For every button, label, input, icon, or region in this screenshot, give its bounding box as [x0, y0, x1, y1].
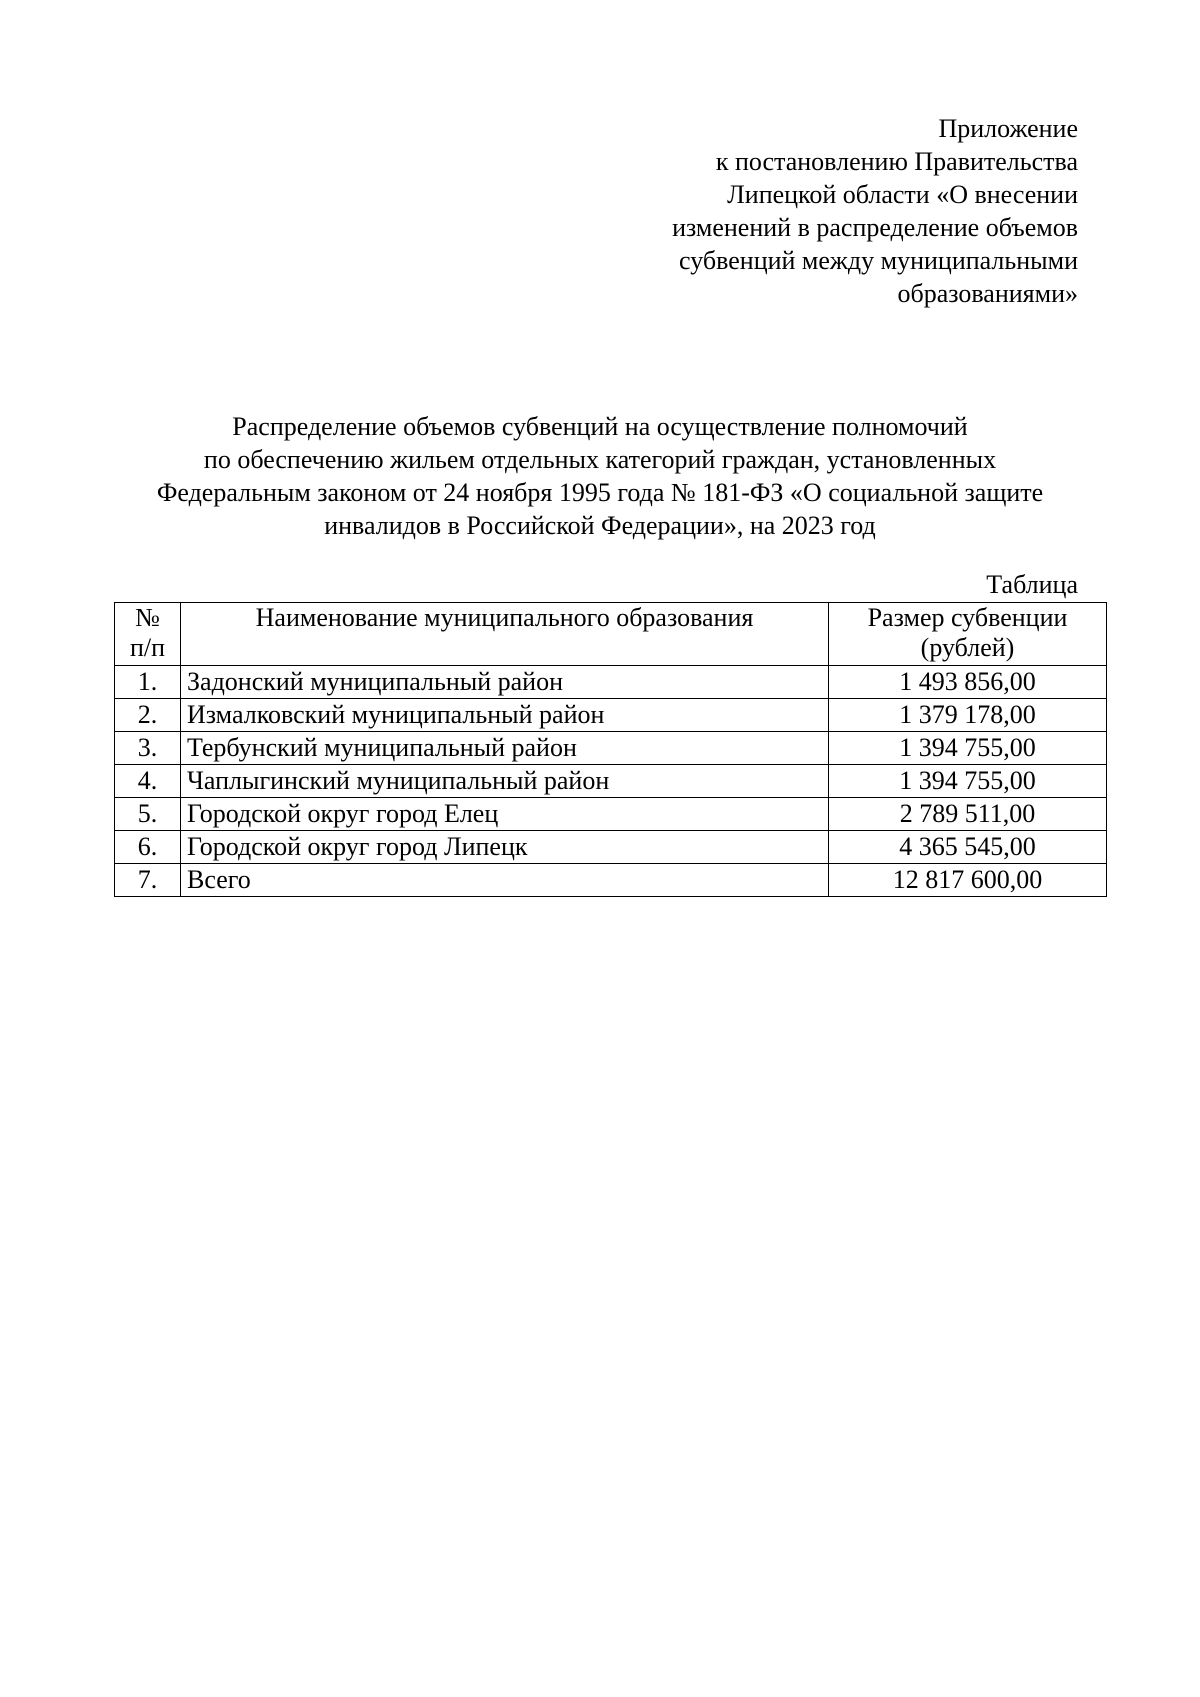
appendix-line: к постановлению Правительства [715, 147, 1078, 176]
subvention-amount: 12 817 600,00 [829, 864, 1107, 897]
header-name: Наименование муниципального образования [181, 603, 829, 666]
municipality-name: Всего [181, 864, 829, 897]
municipality-name: Тербунский муниципальный район [181, 732, 829, 765]
title-line: инвалидов в Российской Федерации», на 2023 год [324, 511, 876, 540]
table-row [115, 831, 1107, 864]
row-number: 3. [115, 732, 181, 765]
municipality-name: Измалковский муниципальный район [181, 699, 829, 732]
table-row [115, 732, 1107, 765]
title-line: Распределение объемов субвенций на осуществление полномочий [232, 412, 968, 441]
title-line: Федеральным законом от 24 ноября 1995 года № 181-ФЗ «О социальной защите [156, 478, 1044, 507]
header-num-line: п/п [129, 633, 166, 662]
table-row-total [115, 864, 1107, 897]
subvention-amount: 1 394 755,00 [829, 765, 1107, 798]
row-number: 2. [115, 699, 181, 732]
appendix-line: образованиями» [897, 279, 1078, 308]
appendix-block [518, 112, 1078, 310]
municipality-name: Городской округ город Елец [181, 798, 829, 831]
municipality-name: Чаплыгинский муниципальный район [181, 765, 829, 798]
row-number: 6. [115, 831, 181, 864]
header-sum [829, 603, 1107, 666]
subvention-table [114, 602, 1107, 897]
municipality-name: Задонский муниципальный район [181, 666, 829, 699]
subvention-amount: 1 394 755,00 [829, 732, 1107, 765]
subvention-amount: 2 789 511,00 [829, 798, 1107, 831]
row-number: 1. [115, 666, 181, 699]
appendix-line: Приложение [938, 114, 1078, 143]
header-num [115, 603, 181, 666]
title-line: по обеспечению жильем отдельных категорий граждан, установленных [203, 445, 997, 474]
table-header-row [115, 603, 1107, 666]
table-caption: Таблица [986, 570, 1078, 599]
header-sum-line: (рублей) [920, 633, 1015, 662]
row-number: 5. [115, 798, 181, 831]
table-row [115, 765, 1107, 798]
appendix-line: изменений в распределение объемов [672, 213, 1078, 242]
row-number: 4. [115, 765, 181, 798]
header-num-line: № [135, 603, 160, 632]
subvention-amount: 4 365 545,00 [829, 831, 1107, 864]
table-row [115, 798, 1107, 831]
municipality-name: Городской округ город Липецк [181, 831, 829, 864]
subvention-amount: 1 379 178,00 [829, 699, 1107, 732]
row-number: 7. [115, 864, 181, 897]
document-title [60, 410, 1140, 542]
subvention-amount: 1 493 856,00 [829, 666, 1107, 699]
table-row [115, 666, 1107, 699]
table-row [115, 699, 1107, 732]
header-sum-line: Размер субвенции [867, 603, 1068, 632]
appendix-line: субвенций между муниципальными [679, 246, 1078, 275]
appendix-line: Липецкой области «О внесении [727, 180, 1078, 209]
